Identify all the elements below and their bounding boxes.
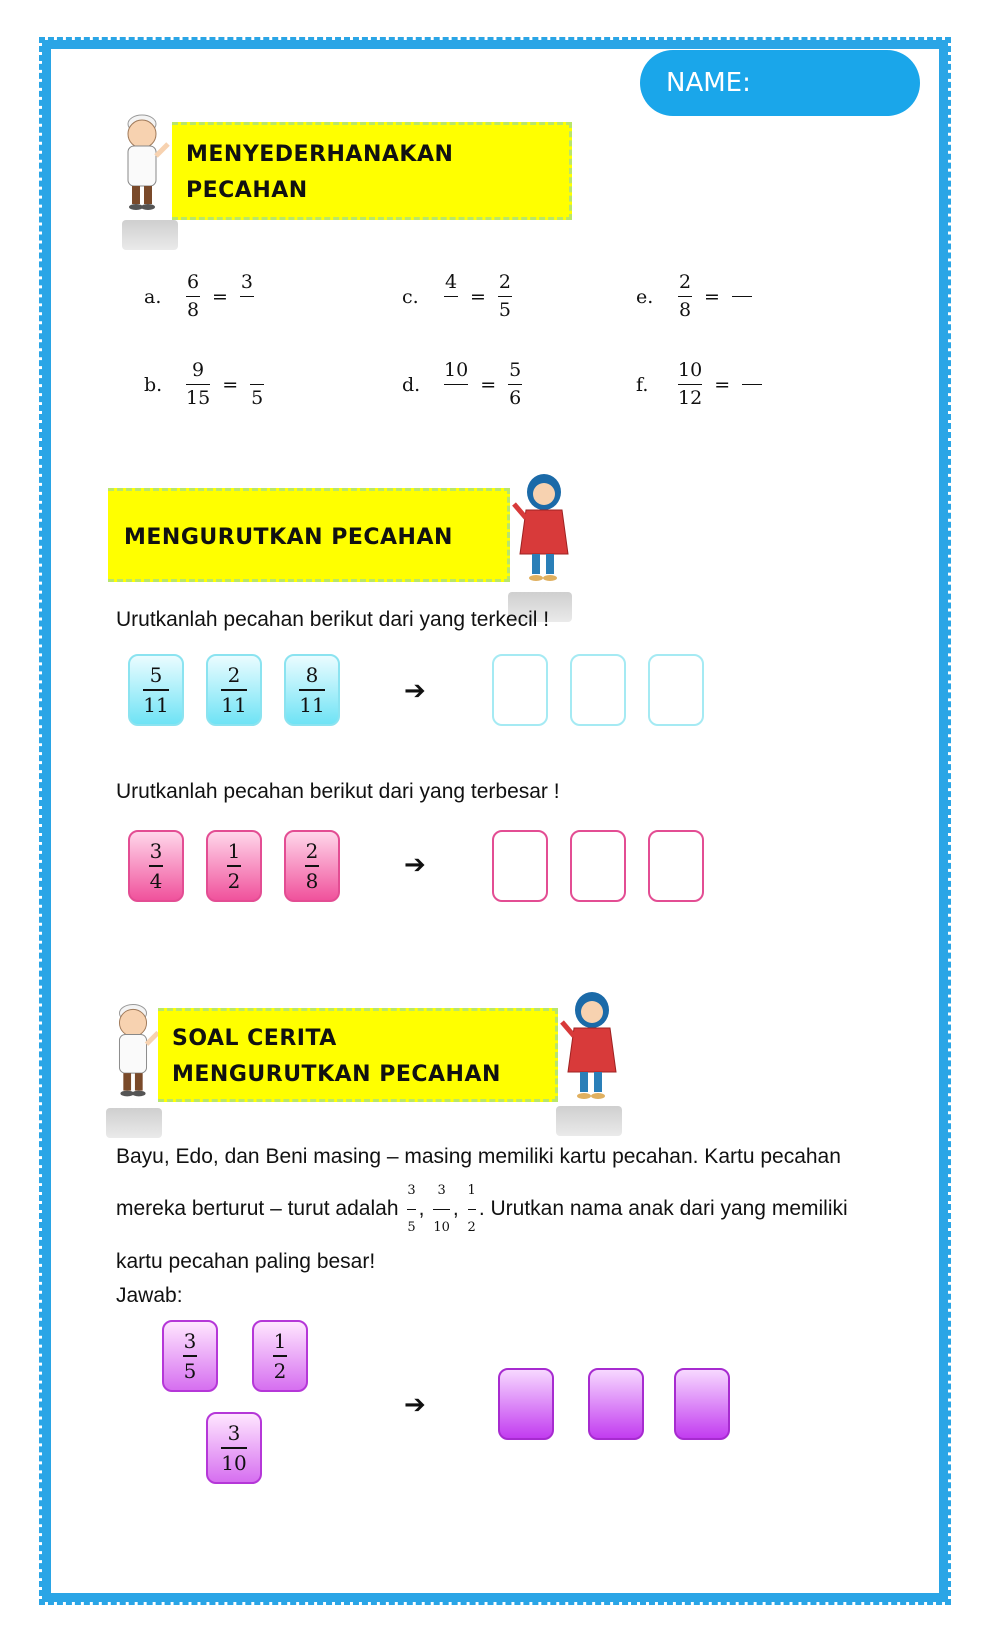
girl-illustration-1 xyxy=(512,470,574,588)
instruction-smallest: Urutkanlah pecahan berikut dari yang terkecil ! xyxy=(116,608,550,631)
drop-slot[interactable] xyxy=(492,654,548,726)
answer-blank[interactable] xyxy=(449,388,463,409)
shadow xyxy=(556,1106,622,1136)
fraction-card[interactable]: $\frac{1}{2}$ xyxy=(206,830,262,902)
fraction-card[interactable]: $\frac{3}{5}$ xyxy=(162,1320,218,1392)
arrow-icon: ➔ xyxy=(404,850,426,880)
story-text: Bayu, Edo, dan Beni masing – masing memiliki kartu pecahan. Kartu pecahan mereka berturut – turut adalah $\frac{3}{5}$ , $\frac{3}{10}$ , $\frac{1}{2}$ . Urutkan nama anak dari yang memiliki kartu pecahan paling besar! Jawab: xyxy=(116,1140,856,1313)
drop-slot[interactable] xyxy=(648,830,704,902)
problem-a: a. $\frac{6}{8}$ = 3 xyxy=(144,271,253,322)
problem-d: d. 10 = $\frac{5}{6}$ xyxy=(402,359,522,410)
shadow xyxy=(122,220,178,250)
problem-b: b. $\frac{9}{15}$ = 5 xyxy=(144,359,264,410)
answer-blank[interactable] xyxy=(250,360,264,381)
fraction-card[interactable]: $\frac{3}{10}$ xyxy=(206,1412,262,1484)
answer-blank[interactable] xyxy=(732,296,752,298)
fraction-card[interactable]: $\frac{3}{4}$ xyxy=(128,830,184,902)
section-title-order: MENGURUTKAN PECAHAN xyxy=(108,488,510,582)
answer-blank[interactable] xyxy=(240,300,254,321)
fraction-card[interactable]: $\frac{1}{2}$ xyxy=(252,1320,308,1392)
fraction-card[interactable]: $\frac{2}{11}$ xyxy=(206,654,262,726)
drop-slot[interactable] xyxy=(492,830,548,902)
drop-slot[interactable] xyxy=(498,1368,554,1440)
drop-slot[interactable] xyxy=(570,830,626,902)
drop-slot[interactable] xyxy=(648,654,704,726)
problem-e: e. $\frac{2}{8}$ = xyxy=(636,272,752,321)
section-title-simplify: MENYEDERHANAKAN PECAHAN xyxy=(172,122,572,220)
answer-blank[interactable] xyxy=(444,300,458,321)
fraction-card[interactable]: $\frac{5}{11}$ xyxy=(128,654,184,726)
drop-slot[interactable] xyxy=(588,1368,644,1440)
answer-label: Jawab: xyxy=(116,1284,183,1307)
problem-f: f. $\frac{10}{12}$ = xyxy=(636,360,762,409)
problem-c: c. 4 = $\frac{2}{5}$ xyxy=(402,271,511,322)
girl-illustration-2 xyxy=(560,988,622,1106)
section-title-story: SOAL CERITA MENGURUTKAN PECAHAN xyxy=(158,1008,558,1102)
shadow xyxy=(106,1108,162,1138)
name-label: NAME: xyxy=(666,68,751,98)
name-field[interactable] xyxy=(640,50,920,116)
boy-illustration-2 xyxy=(104,994,162,1104)
fraction-card[interactable]: $\frac{8}{11}$ xyxy=(284,654,340,726)
fraction-card[interactable]: $\frac{2}{8}$ xyxy=(284,830,340,902)
answer-blank[interactable] xyxy=(742,384,762,386)
arrow-icon: ➔ xyxy=(404,676,426,706)
boy-illustration-1 xyxy=(112,106,172,216)
drop-slot[interactable] xyxy=(570,654,626,726)
arrow-icon: ➔ xyxy=(404,1390,426,1420)
instruction-largest: Urutkanlah pecahan berikut dari yang terbesar ! xyxy=(116,780,560,803)
drop-slot[interactable] xyxy=(674,1368,730,1440)
